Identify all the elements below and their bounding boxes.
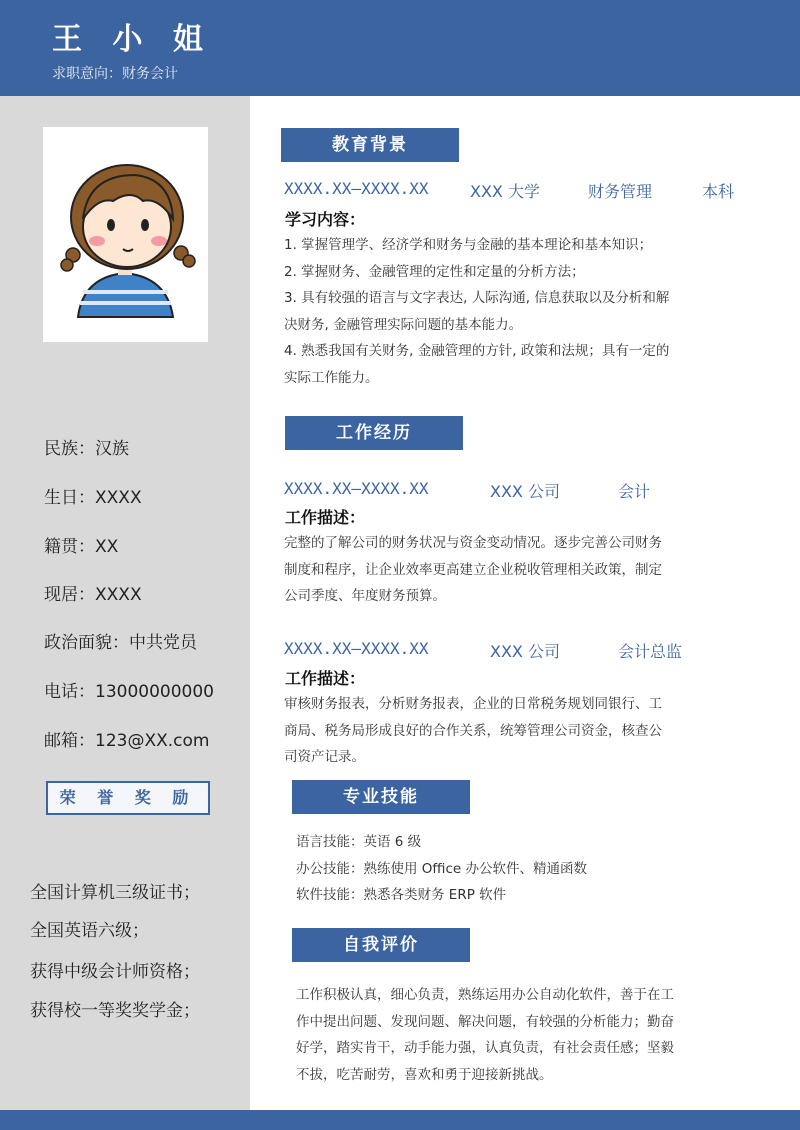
info-political-status: 政治面貌：中共党员 [44, 633, 197, 653]
text-line: 决财务, 金融管理实际问题的基本能力。 [284, 316, 523, 333]
info-hometown: 籍贯：XX [44, 537, 119, 557]
education-row [284, 179, 754, 201]
self-eval-text [296, 982, 674, 1088]
education-content-label: 学习内容： [285, 210, 366, 229]
info-birthday: 生日：XXXX [44, 488, 142, 508]
job-company: XXX 公司 [490, 482, 560, 501]
text-line: 实际工作能力。 [284, 369, 379, 386]
job-period: XXXX.XX—XXXX.XX [284, 639, 429, 658]
text-line: 不拔，吃苦耐劳，喜欢和勇于迎接新挑战。 [296, 1066, 553, 1083]
honor-item: 全国计算机三级证书； [30, 883, 200, 903]
section-title-skills: 专业技能 [292, 780, 470, 814]
info-email: 邮箱：123@XX.com [44, 731, 210, 751]
text-line: 1. 掌握管理学、经济学和财务与金融的基本理论和基本知识； [284, 237, 653, 253]
education-major: 财务管理 [588, 182, 653, 201]
candidate-name: 王 小 姐 [52, 22, 213, 57]
skill-line: 办公技能：熟练使用 Office 办公软件、精通函数 [296, 860, 587, 877]
education-degree: 本科 [702, 182, 735, 201]
education-school: XXX 大学 [470, 182, 540, 201]
skills-list [296, 829, 587, 909]
section-title-education: 教育背景 [281, 128, 459, 162]
section-title-self-eval: 自我评价 [292, 928, 470, 962]
text-line: 完整的了解公司的财务状况与资金变动情况。逐步完善公司财务 [284, 535, 662, 551]
text-line: 制度和程序，让企业效率更高建立企业税收管理相关政策，制定 [284, 561, 662, 578]
text-line: 作中提出问题、发现问题、解决问题，有较强的分析能力；勤奋 [296, 1013, 674, 1030]
footer-bar [0, 1110, 800, 1130]
text-line: 3. 具有较强的语言与文字表达, 人际沟通, 信息获取以及分析和解 [284, 290, 670, 306]
text-line: 4. 熟悉我国有关财务, 金融管理的方针, 政策和法规；具有一定的 [284, 343, 670, 359]
job-row [284, 639, 754, 661]
job-row [284, 479, 754, 501]
job-period: XXXX.XX—XXXX.XX [284, 479, 429, 498]
text-line: 2. 掌握财务、金融管理的定性和定量的分析方法； [284, 263, 585, 280]
section-title-work: 工作经历 [285, 416, 463, 450]
header-bar [0, 0, 800, 96]
honor-item: 全国英语六级； [30, 921, 149, 941]
job-position: 会计总监 [618, 642, 683, 661]
text-line: 商局、税务局形成良好的合作关系，统筹管理公司资金，核查公 [284, 722, 662, 739]
skill-line: 软件技能：熟悉各类财务 ERP 软件 [296, 887, 507, 903]
text-line: 工作积极认真，细心负责，熟练运用办公自动化软件，善于在工 [296, 987, 674, 1003]
job-desc-label: 工作描述： [285, 508, 366, 527]
text-line: 司资产记录。 [284, 749, 365, 765]
education-period: XXXX.XX—XXXX.XX [284, 179, 429, 198]
honor-item: 获得校一等奖奖学金； [30, 1001, 200, 1021]
avatar-photo [43, 127, 208, 342]
job-desc [284, 530, 662, 610]
job-position: 会计 [618, 482, 651, 501]
text-line: 好学，踏实肯干，动手能力强，认真负责，有社会责任感；坚毅 [296, 1040, 674, 1056]
text-line: 公司季度、年度财务预算。 [284, 588, 446, 604]
info-phone: 电话：13000000000 [44, 682, 214, 702]
girl-avatar-icon [43, 127, 208, 342]
honor-item: 获得中级会计师资格； [30, 962, 200, 982]
job-desc [284, 691, 662, 771]
job-company: XXX 公司 [490, 642, 560, 661]
skill-line: 语言技能：英语 6 级 [296, 834, 422, 850]
job-desc-label: 工作描述： [285, 669, 366, 688]
info-residence: 现居：XXXX [44, 585, 142, 605]
honors-title: 荣 誉 奖 励 [46, 781, 210, 815]
text-line: 审核财务报表，分析财务报表，企业的日常税务规划同银行、工 [284, 696, 662, 712]
info-ethnicity: 民族：汉族 [44, 439, 129, 459]
education-content [284, 232, 669, 391]
job-intent: 求职意向：财务会计 [52, 66, 178, 82]
